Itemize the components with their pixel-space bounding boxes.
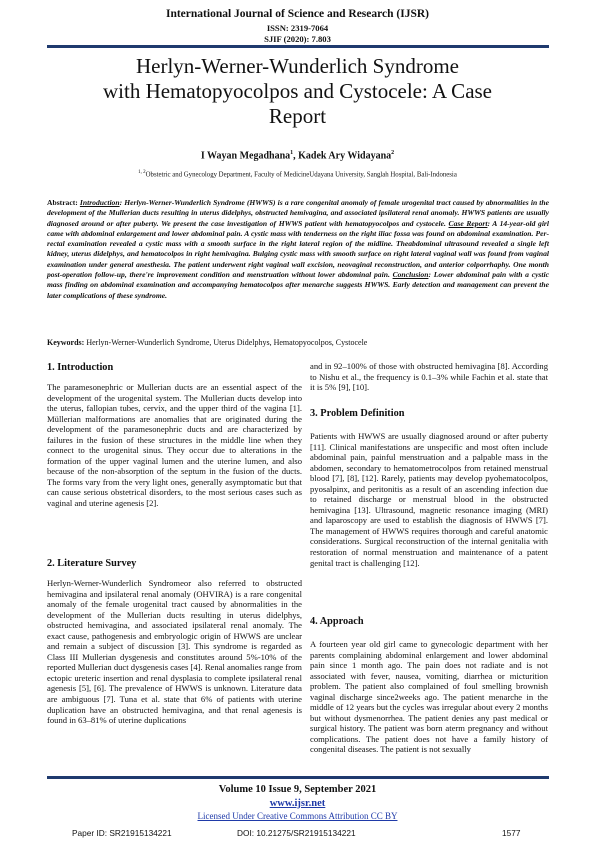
author-separator: , — [293, 150, 299, 162]
paper-id: Paper ID: SR21915134221 — [72, 828, 172, 838]
keywords-text: Herlyn-Werner-Wunderlich Syndrome, Uterus Didelphys, Hematopyocolpos, Cystocele — [84, 338, 368, 347]
approach-paragraph: A fourteen year old girl came to gynecologic department with her parents complaining abdominal enlargement and lower abdominal pain since 1 month ago. The pain does not radiate and is not associated with fever, nausea, vomiting, diarrhea or micturition problem. The patient also complained of foul smelling brownish vaginal discharge since2weeks ago. The patient menarche in the middle of 12 years but the cycles was irregular about every 2 months but without dysmenorrhea. The patient denies any past medical or surgical history. The patient was born aterm pregnancy and without complications. The patient does not have a family history of congenital diseases. The patient is not sexually — [310, 639, 548, 755]
affiliation-text: Obstetric and Gynecology Department, Faculty of MedicineUdayana University, Sanglah Hospital, Bali-Indonesia — [145, 171, 457, 179]
literature-paragraph-cont: and in 92–100% of those with obstructed hemivagina [8]. According to Nishu et al., the frequency is 0.1–3% while Fachin et al. state that it is 5% [9], [10]. — [310, 361, 548, 393]
author-sup: 1 — [290, 150, 294, 156]
title-line: with Hematopyocolpos and Cystocele: A Case — [102, 79, 493, 103]
section-heading-problem: 3. Problem Definition — [310, 408, 405, 419]
doi: DOI: 10.21275/SR21915134221 — [237, 828, 356, 838]
literature-paragraph: Herlyn-Werner-Wunderlich Syndromeor also referred to obstructed hemivagina and ipsilateral renal anomaly (OHVIRA) is a rare congenital anomaly of the female urogenital tract caused by abnormalities in the development of the Mullerian ducts resulting in uterus didelphys, obstructed hemivagina, and associated ipsilateral renal anomaly. The exact cause, pathogenesis and embryologic origin of HWWS are unclear and remain a subject of discussion [3]. This syndrome is regarded as Class III Mullerian dysgenesis and constitutes around 5%-10% of the reported Mullerian duct dysgenesis cases [4]. Renal anomalies range from ectopic ureteric insertion and renal dysplasia to complete ipsilateral renal agenesis [5], [6]. The prevalence of HWWS is unknown. Literature data are ambiguous [7]. Tuna et al. state that 6% of patients with uterine duplication have an obstructed hemivagina, and that renal agenesis is found in 63–81% of uterine duplications — [47, 578, 302, 726]
introduction-paragraph: The paramesonephric or Mullerian ducts are an essential aspect of the development of the urogenital system. The Mullerian ducts develop into the uterus, fallopian tubes, cervix, and the upper third of the vagina [1]. Müllerian malformations are anomalies that are originated during the development of the paramesonephric ducts and are characterized by failures in the fusion of these structures in the middle line when they connect to the urogenital sinus. They occur due to alterations in the formation of the upper vaginal lumen and the uterine lumen, and also because of the non-absorption of the septum in the fusion of the ducts. The forms vary from the very light ones, generally asymptomatic but that can cause serious obstetrical disorders, to the most serious cases such as vaginal and uterine agenesis [2]. — [47, 382, 302, 509]
paper-title — [0, 54, 595, 129]
keywords — [47, 338, 549, 347]
abstract-label: Abstract: — [47, 198, 80, 207]
keywords-label: Keywords: — [47, 338, 85, 347]
author-list — [0, 150, 595, 161]
author-name: I Wayan Megadhana — [200, 150, 291, 162]
introduction-label: Introduction — [79, 198, 120, 207]
affiliation-sup: 1, 2 — [138, 170, 146, 175]
footer-volume: Volume 10 Issue 9, September 2021 — [218, 784, 377, 795]
author-sup: 2 — [391, 150, 395, 156]
abstract — [47, 198, 549, 301]
section-heading-approach: 4. Approach — [310, 616, 364, 627]
section-heading-introduction: 1. Introduction — [47, 362, 114, 373]
footer-website-link[interactable]: www.ijsr.net — [269, 798, 326, 809]
author-name: Kadek Ary Widayana — [298, 150, 392, 162]
case-report-label: Case Report — [448, 218, 488, 228]
section-heading-literature: 2. Literature Survey — [47, 558, 137, 569]
footer-license-link[interactable]: Licensed Under Creative Commons Attribution CC BY — [197, 811, 398, 821]
conclusion-label: Conclusion — [392, 270, 429, 280]
title-line: Report — [268, 104, 327, 128]
abstract-case: : A 14-year-old girl came with abdominal enlargement and lower abdominal pain. A cystic mass with tenderness on the right iliac fossa was found on abdominal examination. Per-rectal examination revealed a cystic mass with a smooth surface in the right lateral region of the midline. Theabdominal ultrasound revealed a single left kidney, uterus didelphys, and hematocolpos in right hemivagina. Bulging cystic mass with smooth surface on right lateral vaginal wall was found from vaginal examination under general anesthesia. The patient underwent right vaginal wall excision, neovaginal reconstruction, and anterior colporrhaphy. One month post-operation follow-up, there're improvement condition and menstruation without lower abdominal pain. — [47, 218, 549, 280]
page-number: 1577 — [502, 828, 521, 838]
footer-rule — [47, 776, 549, 779]
journal-name: International Journal of Science and Research (IJSR) — [165, 8, 429, 20]
title-line: Herlyn-Werner-Wunderlich Syndrome — [135, 54, 459, 78]
sjif: SJIF (2020): 7.803 — [264, 34, 331, 44]
header-rule — [47, 45, 549, 48]
abstract-conclusion: : Lower abdominal pain with a cystic mass finding on abdominal examination and accompanying hematocolpos after menarche suggests HWWS. Early detection and management can prevent the later complications of these syndrome. — [47, 270, 549, 300]
affiliation — [0, 170, 595, 178]
abstract-intro: : Herlyn-Werner-Wunderlich Syndrome (HWWS) is a rare congenital anomaly of female urogenital tract caused by abnormalities in the development of the Mullerian ducts resulting in uterus didelphys, obstructed hemivagina, and associated ipsilateral renal anomaly. HWWS patients are usually diagnosed around or after puberty. We present the case investigation of HWWS patient with hematopyocolpos and cystocele. — [47, 198, 549, 228]
issn: ISSN: 2319-7064 — [266, 23, 329, 33]
problem-paragraph: Patients with HWWS are usually diagnosed around or after puberty [11]. Clinical manifestations are unspecific and most often include abdominal pain, painful menstruation and a palpable mass in the abdomen, secondary to hematometrocolpos from retained menstrual blood [7], [8], [12]. Rarely, patients may develop pyohematocolpos, pyosalpinx, and peritonitis as a result of an ascending infection due to retained discharge or menstrual blood in the obstructed hemivagina [13]. Ultrasound, magnetic resonance imaging (MRI) and laparoscopy are used to establish the diagnosis of HWWS [7]. The management of HWWS requires thorough and careful anatomic considerations. Surgical reconstruction of the internal genitalia with restoration of normal menstruation and maintenance of a patent genital tract is challenging [12]. — [310, 431, 548, 568]
